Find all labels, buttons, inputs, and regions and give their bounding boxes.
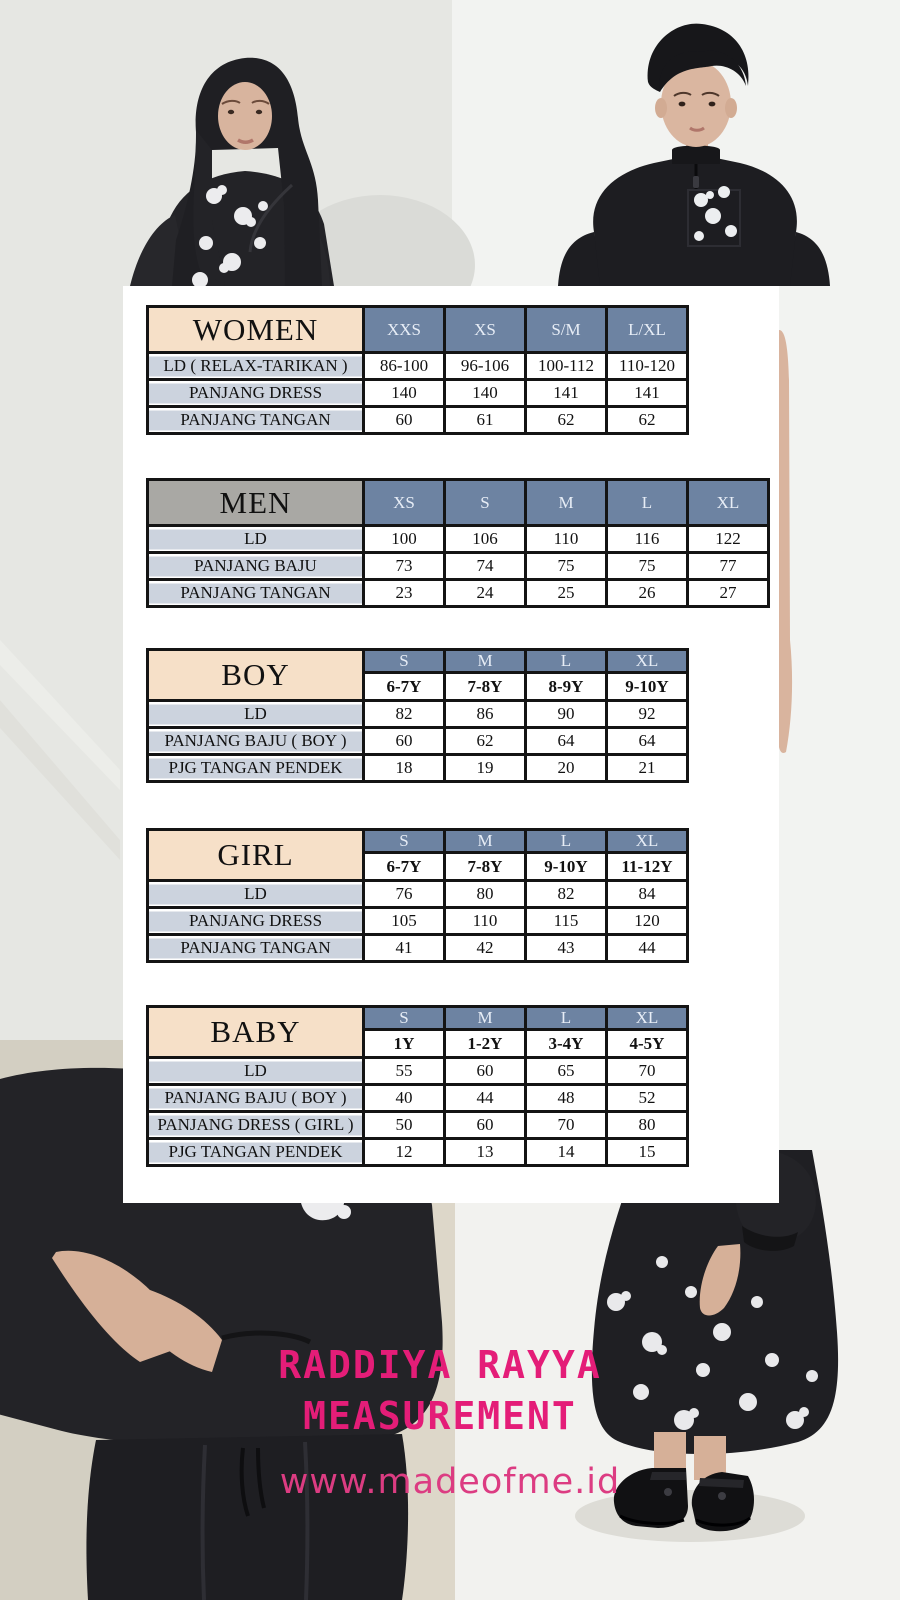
measurement-cell: 44 [445,1085,526,1112]
measurement-cell: 92 [607,701,688,728]
table-row [148,553,769,580]
measurement-cell: 141 [607,380,688,407]
row-label: LD [148,701,364,728]
measurement-cell: 14 [526,1139,607,1166]
age-header: 1-2Y [445,1030,526,1058]
measurement-cell: 21 [607,755,688,782]
table-row [148,407,688,434]
size-header: M [526,480,607,526]
measurement-cell: 120 [607,908,688,935]
table-row [148,580,769,607]
table-title: GIRL [148,830,364,881]
age-header: 3-4Y [526,1030,607,1058]
row-label: PANJANG TANGAN [148,580,364,607]
row-label: PANJANG DRESS [148,908,364,935]
measurement-cell: 27 [688,580,769,607]
size-chart-panel [123,286,779,1203]
age-header: 7-8Y [445,853,526,881]
measurement-cell: 110 [526,526,607,553]
measurement-cell: 41 [364,935,445,962]
measurement-cell: 55 [364,1058,445,1085]
measurement-table [146,1005,689,1167]
table-row [148,728,688,755]
measurement-cell: 116 [607,526,688,553]
person-trousers [86,1434,408,1600]
measurement-cell: 105 [364,908,445,935]
size-header: XXS [364,307,445,353]
measurement-cell: 62 [526,407,607,434]
size-header: S [364,650,445,673]
brand-title-line2: MEASUREMENT [303,1394,577,1438]
measurement-cell: 75 [607,553,688,580]
age-header: 6-7Y [364,853,445,881]
size-header: L [526,650,607,673]
measurement-cell: 86 [445,701,526,728]
measurement-cell: 82 [526,881,607,908]
left-wall-folds [0,640,120,860]
measurement-cell: 90 [526,701,607,728]
measurement-cell: 106 [445,526,526,553]
table-baby [146,1005,689,1167]
measurement-cell: 77 [688,553,769,580]
table-row [148,1085,688,1112]
table-row [148,353,688,380]
age-header: 6-7Y [364,673,445,701]
row-label: PANJANG DRESS ( GIRL ) [148,1112,364,1139]
measurement-cell: 50 [364,1112,445,1139]
row-label: PJG TANGAN PENDEK [148,755,364,782]
size-header: L [526,1007,607,1030]
measurement-cell: 100 [364,526,445,553]
measurement-cell: 18 [364,755,445,782]
measurement-cell: 82 [364,701,445,728]
size-header: XL [607,1007,688,1030]
measurement-cell: 110 [445,908,526,935]
age-header: 1Y [364,1030,445,1058]
measurement-cell: 23 [364,580,445,607]
measurement-cell: 122 [688,526,769,553]
measurement-table [146,828,689,963]
measurement-cell: 110-120 [607,353,688,380]
measurement-cell: 70 [607,1058,688,1085]
measurement-cell: 60 [445,1058,526,1085]
size-header: XL [607,650,688,673]
measurement-cell: 24 [445,580,526,607]
measurement-cell: 80 [607,1112,688,1139]
table-row [148,908,688,935]
measurement-cell: 62 [607,407,688,434]
measurement-cell: 60 [364,407,445,434]
row-label: PANJANG BAJU ( BOY ) [148,1085,364,1112]
measurement-cell: 70 [526,1112,607,1139]
measurement-cell: 13 [445,1139,526,1166]
brand-title [150,1340,730,1442]
size-header: XS [364,480,445,526]
table-row [148,1139,688,1166]
table-row [148,881,688,908]
row-label: LD [148,1058,364,1085]
table-title: BOY [148,650,364,701]
measurement-cell: 19 [445,755,526,782]
measurement-cell: 86-100 [364,353,445,380]
measurement-cell: 73 [364,553,445,580]
measurement-cell: 76 [364,881,445,908]
table-women [146,305,689,435]
table-men [146,478,770,608]
brand-title-line1: RADDIYA RAYYA [278,1343,602,1387]
table-row [148,380,688,407]
age-header: 11-12Y [607,853,688,881]
size-header: L/XL [607,307,688,353]
size-header: XL [607,830,688,853]
row-label: PJG TANGAN PENDEK [148,1139,364,1166]
measurement-cell: 43 [526,935,607,962]
size-header: M [445,650,526,673]
size-header: L [607,480,688,526]
measurement-cell: 84 [607,881,688,908]
website-url: www.madeofme.id [279,1462,621,1502]
woman-face [218,82,272,150]
table-boy [146,648,689,783]
row-label: PANJANG DRESS [148,380,364,407]
size-header: M [445,1007,526,1030]
measurement-cell: 61 [445,407,526,434]
table-title: WOMEN [148,307,364,353]
measurement-table [146,305,689,435]
size-header: S [364,830,445,853]
measurement-cell: 60 [445,1112,526,1139]
measurement-cell: 64 [526,728,607,755]
size-header: S [364,1007,445,1030]
age-header: 7-8Y [445,673,526,701]
size-header: L [526,830,607,853]
table-row [148,526,769,553]
size-header: S/M [526,307,607,353]
size-header: XL [688,480,769,526]
table-row [148,755,688,782]
row-label: LD [148,881,364,908]
size-header: S [445,480,526,526]
age-header: 9-10Y [607,673,688,701]
table-title: BABY [148,1007,364,1058]
measurement-cell: 52 [607,1085,688,1112]
measurement-cell: 42 [445,935,526,962]
measurement-cell: 26 [607,580,688,607]
size-header: M [445,830,526,853]
size-header: XS [445,307,526,353]
table-row [148,1112,688,1139]
measurement-cell: 115 [526,908,607,935]
row-label: LD ( RELAX-TARIKAN ) [148,353,364,380]
measurement-cell: 60 [364,728,445,755]
row-label: PANJANG TANGAN [148,407,364,434]
table-girl [146,828,689,963]
measurement-cell: 44 [607,935,688,962]
measurement-cell: 75 [526,553,607,580]
row-label: PANJANG BAJU [148,553,364,580]
measurement-table [146,648,689,783]
measurement-cell: 62 [445,728,526,755]
measurement-cell: 140 [364,380,445,407]
measurement-cell: 48 [526,1085,607,1112]
measurement-cell: 141 [526,380,607,407]
measurement-table [146,478,770,608]
row-label: PANJANG TANGAN [148,935,364,962]
measurement-cell: 15 [607,1139,688,1166]
row-label: LD [148,526,364,553]
measurement-cell: 65 [526,1058,607,1085]
measurement-cell: 100-112 [526,353,607,380]
measurement-cell: 25 [526,580,607,607]
measurement-cell: 12 [364,1139,445,1166]
measurement-cell: 74 [445,553,526,580]
measurement-cell: 20 [526,755,607,782]
measurement-cell: 64 [607,728,688,755]
age-header: 4-5Y [607,1030,688,1058]
measurement-cell: 80 [445,881,526,908]
age-header: 8-9Y [526,673,607,701]
measurement-cell: 96-106 [445,353,526,380]
table-row [148,1058,688,1085]
table-row [148,701,688,728]
row-label: PANJANG BAJU ( BOY ) [148,728,364,755]
table-row [148,935,688,962]
measurement-cell: 40 [364,1085,445,1112]
age-header: 9-10Y [526,853,607,881]
measurement-cell: 140 [445,380,526,407]
table-title: MEN [148,480,364,526]
